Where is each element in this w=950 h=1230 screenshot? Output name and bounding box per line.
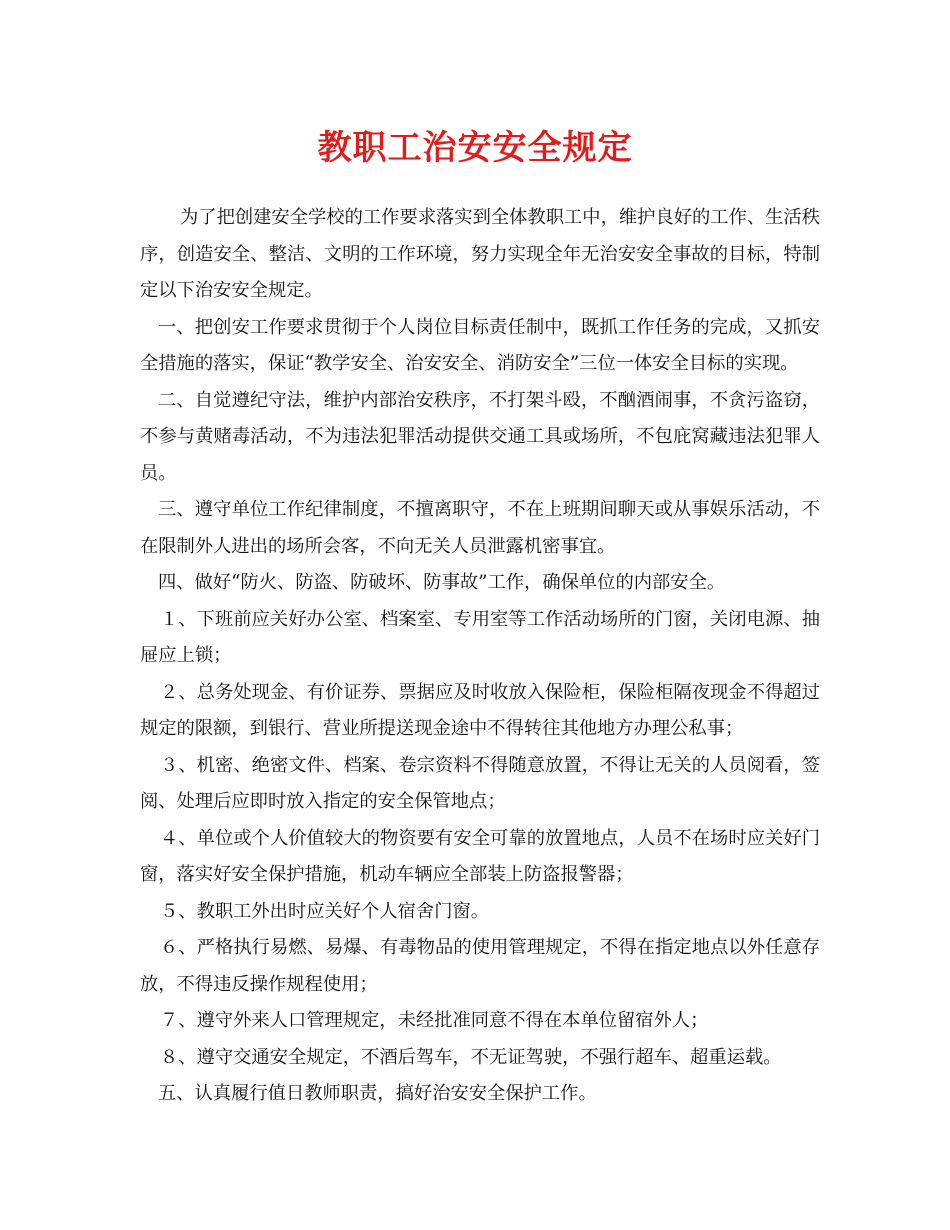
section-1-paragraph: 一、把创安工作要求贯彻于个人岗位目标责任制中，既抓工作任务的完成，又抓安全措施的落实，保证“教学安全、治安安全、消防安全”三位一体安全目标的实现。 [140, 316, 820, 374]
item-4-paragraph: ４、单位或个人价值较大的物资要有安全可靠的放置地点，人员不在场时应关好门窗，落实好安全保护措施，机动车辆应全部装上防盗报警器； [140, 827, 820, 885]
item-3-paragraph: ３、机密、绝密文件、档案、卷宗资料不得随意放置，不得让无关的人员阅看，签阅、处理后应即时放入指定的安全保管地点； [140, 754, 820, 812]
section-4-paragraph: 四、做好“防火、防盗、防破坏、防事故”工作，确保单位的内部安全。 [158, 572, 726, 593]
item-6-paragraph: ６、严格执行易燃、易爆、有毒物品的使用管理规定，不得在指定地点以外任意存放，不得违反操作规程使用； [140, 937, 820, 995]
document-body [140, 200, 820, 1113]
item-8-paragraph: ８、遵守交通安全规定，不酒后驾车，不无证驾驶，不强行超车、超重运载。 [160, 1046, 782, 1068]
section-2-paragraph: 二、自觉遵纪守法，维护内部治安秩序，不打架斗殴，不酗酒闹事，不贪污盗窃，不参与黄赌毒活动，不为违法犯罪活动提供交通工具或场所，不包庇窝藏违法犯罪人员。 [140, 389, 820, 484]
item-5-paragraph: ５、教职工外出时应关好个人宿舍门窗。 [160, 900, 490, 922]
item-1-paragraph: １、下班前应关好办公室、档案室、专用室等工作活动场所的门窗，关闭电源、抽屉应上锁； [140, 608, 820, 666]
section-3-paragraph: 三、遵守单位工作纪律制度，不擅离职守，不在上班期间聊天或从事娱乐活动，不在限制外人进出的场所会客，不向无关人员泄露机密事宜。 [140, 499, 820, 557]
item-2-paragraph: ２、总务处现金、有价证券、票据应及时收放入保险柜，保险柜隔夜现金不得超过规定的限额，到银行、营业所提送现金途中不得转往其他地方办理公私事； [140, 681, 820, 739]
intro-paragraph: 为了把创建安全学校的工作要求落实到全体教职工中，维护良好的工作、生活秩序，创造安全、整洁、文明的工作环境，努力实现全年无治安安全事故的目标，特制定以下治安安全规定。 [140, 207, 820, 301]
section-5-paragraph: 五、认真履行值日教师职责，搞好治安安全保护工作。 [158, 1083, 597, 1104]
item-7-paragraph: ７、遵守外来人口管理规定，未经批准同意不得在本单位留宿外人； [160, 1010, 709, 1031]
document-title: 教职工治安安全规定 [317, 128, 633, 168]
